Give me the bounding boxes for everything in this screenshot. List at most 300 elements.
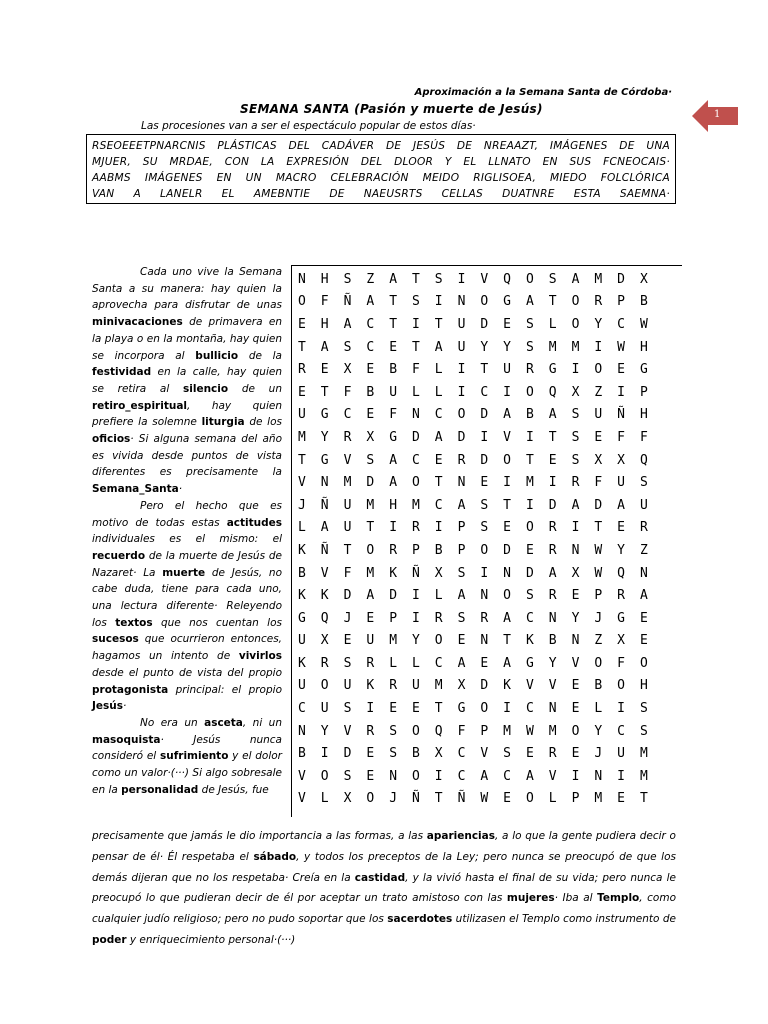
grid-letter[interactable]: N [389,768,398,784]
grid-letter[interactable]: E [457,633,466,649]
grid-letter[interactable]: S [343,339,352,355]
grid-letter[interactable]: S [639,723,648,739]
grid-letter[interactable]: O [639,655,648,671]
grid-letter[interactable]: B [366,384,375,400]
grid-letter[interactable]: E [411,701,420,717]
grid-letter[interactable]: U [457,316,466,332]
grid-letter[interactable]: H [389,497,398,513]
grid-letter[interactable]: A [389,475,398,491]
grid-letter[interactable]: L [548,316,557,332]
grid-letter[interactable]: X [434,565,443,581]
grid-letter[interactable]: R [548,746,557,762]
grid-letter[interactable]: Q [639,452,648,468]
grid-letter[interactable]: U [298,633,306,649]
grid-letter[interactable]: O [457,407,466,423]
grid-letter[interactable]: Ñ [411,791,420,807]
grid-letter[interactable]: G [457,701,466,717]
grid-letter[interactable]: U [389,384,398,400]
grid-letter[interactable]: E [548,452,557,468]
grid-letter[interactable]: K [298,542,306,558]
grid-letter[interactable]: Z [639,542,648,558]
grid-letter[interactable]: I [411,316,420,332]
grid-letter[interactable]: M [639,746,648,762]
grid-letter[interactable]: I [525,429,534,445]
grid-letter[interactable]: D [343,746,352,762]
grid-letter[interactable]: Y [594,723,603,739]
grid-letter[interactable]: D [480,452,489,468]
grid-letter[interactable]: D [480,316,489,332]
grid-letter[interactable]: D [594,497,603,513]
grid-letter[interactable]: B [298,746,306,762]
grid-letter[interactable]: E [617,362,625,378]
grid-letter[interactable]: P [571,791,580,807]
grid-letter[interactable]: T [503,633,511,649]
grid-letter[interactable]: T [434,475,443,491]
grid-letter[interactable]: P [594,588,603,604]
grid-letter[interactable]: F [389,407,398,423]
grid-letter[interactable]: Z [594,384,603,400]
grid-letter[interactable]: O [480,542,489,558]
grid-letter[interactable]: O [480,294,489,310]
grid-letter[interactable]: I [617,768,625,784]
grid-letter[interactable]: B [639,294,648,310]
grid-letter[interactable]: I [617,701,625,717]
grid-letter[interactable]: C [434,497,443,513]
grid-letter[interactable]: O [525,520,534,536]
grid-letter[interactable]: N [548,701,557,717]
grid-letter[interactable]: Y [480,339,489,355]
grid-letter[interactable]: U [503,362,511,378]
grid-letter[interactable]: F [343,565,352,581]
grid-letter[interactable]: U [594,407,603,423]
grid-letter[interactable]: A [503,407,511,423]
grid-letter[interactable]: M [366,497,375,513]
grid-letter[interactable]: R [548,520,557,536]
grid-letter[interactable]: I [571,362,580,378]
grid-letter[interactable]: D [343,588,352,604]
grid-letter[interactable]: T [389,294,398,310]
grid-letter[interactable]: E [298,384,306,400]
grid-letter[interactable]: S [411,294,420,310]
grid-letter[interactable]: S [389,746,398,762]
grid-letter[interactable]: E [617,791,625,807]
grid-letter[interactable]: C [366,339,375,355]
grid-letter[interactable]: C [366,316,375,332]
grid-letter[interactable]: E [571,701,580,717]
grid-letter[interactable]: X [571,565,580,581]
grid-letter[interactable]: C [617,316,625,332]
grid-letter[interactable]: H [639,407,648,423]
grid-letter[interactable]: S [571,429,580,445]
grid-letter[interactable]: A [389,452,398,468]
grid-letter[interactable]: O [366,542,375,558]
grid-letter[interactable]: L [320,791,329,807]
grid-letter[interactable]: N [411,407,420,423]
grid-letter[interactable]: F [617,429,625,445]
grid-letter[interactable]: D [617,271,625,287]
grid-letter[interactable]: S [457,610,466,626]
grid-letter[interactable]: J [298,497,306,513]
grid-letter[interactable]: H [639,339,648,355]
grid-letter[interactable]: O [503,452,511,468]
grid-letter[interactable]: Y [503,339,511,355]
grid-letter[interactable]: U [366,633,375,649]
grid-letter[interactable]: P [457,520,466,536]
grid-letter[interactable]: P [389,610,398,626]
grid-letter[interactable]: I [617,384,625,400]
grid-letter[interactable]: A [548,565,557,581]
grid-letter[interactable]: G [525,655,534,671]
grid-letter[interactable]: H [639,678,648,694]
grid-letter[interactable]: U [320,701,329,717]
grid-letter[interactable]: A [320,339,329,355]
grid-letter[interactable]: R [389,542,398,558]
grid-letter[interactable]: B [389,362,398,378]
grid-letter[interactable]: O [594,655,603,671]
grid-letter[interactable]: L [594,701,603,717]
grid-letter[interactable]: I [366,701,375,717]
grid-letter[interactable]: A [457,655,466,671]
grid-letter[interactable]: Q [548,384,557,400]
grid-letter[interactable]: R [548,542,557,558]
grid-letter[interactable]: S [343,701,352,717]
grid-letter[interactable]: E [366,362,375,378]
grid-letter[interactable]: W [525,723,534,739]
grid-letter[interactable]: A [639,588,648,604]
grid-letter[interactable]: T [298,339,306,355]
grid-letter[interactable]: P [617,294,625,310]
grid-letter[interactable]: S [343,271,352,287]
grid-letter[interactable]: L [298,520,306,536]
grid-letter[interactable]: B [548,633,557,649]
grid-letter[interactable]: N [298,723,306,739]
grid-letter[interactable]: R [389,678,398,694]
grid-letter[interactable]: Ñ [320,497,329,513]
grid-letter[interactable]: S [389,723,398,739]
grid-letter[interactable]: W [639,316,648,332]
grid-letter[interactable]: T [434,316,443,332]
grid-letter[interactable]: I [434,520,443,536]
grid-letter[interactable]: S [571,452,580,468]
grid-letter[interactable]: A [457,497,466,513]
grid-letter[interactable]: D [411,429,420,445]
grid-letter[interactable]: L [434,362,443,378]
grid-letter[interactable]: J [343,610,352,626]
grid-letter[interactable]: S [525,339,534,355]
grid-letter[interactable]: X [617,633,625,649]
grid-letter[interactable]: E [617,520,625,536]
grid-letter[interactable]: V [343,723,352,739]
grid-letter[interactable]: N [571,542,580,558]
grid-letter[interactable]: A [320,520,329,536]
grid-letter[interactable]: Q [434,723,443,739]
grid-letter[interactable]: Y [548,655,557,671]
grid-letter[interactable]: X [617,452,625,468]
grid-letter[interactable]: S [480,520,489,536]
grid-letter[interactable]: Z [366,271,375,287]
grid-letter[interactable]: T [411,339,420,355]
grid-letter[interactable]: X [343,791,352,807]
grid-letter[interactable]: U [639,497,648,513]
grid-letter[interactable]: O [366,791,375,807]
grid-letter[interactable]: I [411,588,420,604]
grid-letter[interactable]: U [457,339,466,355]
grid-letter[interactable]: I [571,768,580,784]
grid-letter[interactable]: K [366,678,375,694]
grid-letter[interactable]: J [594,610,603,626]
grid-letter[interactable]: I [457,271,466,287]
grid-letter[interactable]: P [457,542,466,558]
grid-letter[interactable]: B [298,565,306,581]
grid-letter[interactable]: L [411,655,420,671]
grid-letter[interactable]: G [320,452,329,468]
grid-letter[interactable]: E [571,746,580,762]
grid-letter[interactable]: K [298,655,306,671]
grid-letter[interactable]: E [366,746,375,762]
grid-letter[interactable]: A [525,294,534,310]
grid-letter[interactable]: U [617,746,625,762]
grid-letter[interactable]: R [298,362,306,378]
grid-letter[interactable]: K [503,678,511,694]
grid-letter[interactable]: A [548,407,557,423]
grid-letter[interactable]: W [480,791,489,807]
grid-letter[interactable]: S [525,316,534,332]
grid-letter[interactable]: F [411,362,420,378]
grid-letter[interactable]: O [434,633,443,649]
grid-letter[interactable]: Ñ [617,407,625,423]
grid-letter[interactable]: E [434,452,443,468]
grid-letter[interactable]: A [480,768,489,784]
grid-letter[interactable]: X [594,452,603,468]
grid-letter[interactable]: X [320,633,329,649]
grid-letter[interactable]: N [457,475,466,491]
grid-letter[interactable]: U [343,520,352,536]
grid-letter[interactable]: K [389,565,398,581]
grid-letter[interactable]: S [571,407,580,423]
grid-letter[interactable]: H [320,271,329,287]
grid-letter[interactable]: S [639,475,648,491]
grid-letter[interactable]: O [525,271,534,287]
grid-letter[interactable]: A [571,271,580,287]
grid-letter[interactable]: V [480,271,489,287]
grid-letter[interactable]: R [617,588,625,604]
grid-letter[interactable]: O [320,678,329,694]
grid-letter[interactable]: Ñ [411,565,420,581]
grid-letter[interactable]: N [639,565,648,581]
grid-letter[interactable]: T [343,542,352,558]
grid-letter[interactable]: M [389,633,398,649]
grid-letter[interactable]: C [298,701,306,717]
grid-letter[interactable]: C [503,768,511,784]
grid-letter[interactable]: C [411,452,420,468]
grid-letter[interactable]: S [548,271,557,287]
grid-letter[interactable]: E [571,588,580,604]
grid-letter[interactable]: B [434,542,443,558]
grid-letter[interactable]: C [457,746,466,762]
grid-letter[interactable]: R [457,452,466,468]
grid-letter[interactable]: A [434,429,443,445]
grid-letter[interactable]: L [548,791,557,807]
grid-letter[interactable]: S [343,768,352,784]
grid-letter[interactable]: D [548,497,557,513]
grid-letter[interactable]: L [411,384,420,400]
grid-letter[interactable]: V [298,791,306,807]
grid-letter[interactable]: V [503,429,511,445]
grid-letter[interactable]: S [525,588,534,604]
grid-letter[interactable]: U [343,497,352,513]
grid-letter[interactable]: A [366,294,375,310]
grid-letter[interactable]: T [434,701,443,717]
grid-letter[interactable]: E [480,475,489,491]
grid-letter[interactable]: H [320,316,329,332]
grid-letter[interactable]: X [639,271,648,287]
grid-letter[interactable]: S [366,452,375,468]
grid-letter[interactable]: R [343,429,352,445]
grid-letter[interactable]: M [639,768,648,784]
grid-letter[interactable]: D [389,588,398,604]
grid-letter[interactable]: F [594,475,603,491]
grid-letter[interactable]: X [457,678,466,694]
grid-letter[interactable]: J [594,746,603,762]
grid-letter[interactable]: M [343,475,352,491]
grid-letter[interactable]: Q [320,610,329,626]
grid-letter[interactable]: S [480,497,489,513]
grid-letter[interactable]: K [525,633,534,649]
grid-letter[interactable]: T [639,791,648,807]
grid-letter[interactable]: T [548,429,557,445]
grid-letter[interactable]: R [320,655,329,671]
grid-letter[interactable]: T [525,452,534,468]
grid-letter[interactable]: S [457,565,466,581]
grid-letter[interactable]: U [298,407,306,423]
grid-letter[interactable]: V [571,655,580,671]
grid-letter[interactable]: S [639,701,648,717]
grid-letter[interactable]: O [594,362,603,378]
grid-letter[interactable]: R [525,362,534,378]
grid-letter[interactable]: L [434,384,443,400]
grid-letter[interactable]: A [434,339,443,355]
grid-letter[interactable]: X [366,429,375,445]
grid-letter[interactable]: I [525,497,534,513]
grid-letter[interactable]: W [617,339,625,355]
grid-letter[interactable]: G [639,362,648,378]
grid-letter[interactable]: Y [571,610,580,626]
grid-letter[interactable]: Z [594,633,603,649]
grid-letter[interactable]: E [503,791,511,807]
grid-letter[interactable]: M [548,723,557,739]
grid-letter[interactable]: C [617,723,625,739]
grid-letter[interactable]: I [434,294,443,310]
grid-letter[interactable]: T [389,316,398,332]
grid-letter[interactable]: T [434,791,443,807]
grid-letter[interactable]: C [343,407,352,423]
grid-letter[interactable]: M [366,565,375,581]
grid-letter[interactable]: O [298,294,306,310]
grid-letter[interactable]: A [617,497,625,513]
grid-letter[interactable]: V [480,746,489,762]
grid-letter[interactable]: Y [617,542,625,558]
grid-letter[interactable]: O [503,588,511,604]
grid-letter[interactable]: V [548,678,557,694]
grid-letter[interactable]: D [525,565,534,581]
grid-letter[interactable]: M [594,271,603,287]
grid-letter[interactable]: I [320,746,329,762]
grid-letter[interactable]: D [366,475,375,491]
grid-letter[interactable]: V [343,452,352,468]
grid-letter[interactable]: I [594,339,603,355]
grid-letter[interactable]: I [548,475,557,491]
grid-letter[interactable]: E [639,610,648,626]
grid-letter[interactable]: V [320,565,329,581]
grid-letter[interactable]: I [503,701,511,717]
grid-letter[interactable]: W [594,542,603,558]
grid-letter[interactable]: E [639,633,648,649]
grid-letter[interactable]: I [480,429,489,445]
grid-letter[interactable]: B [594,678,603,694]
grid-letter[interactable]: R [639,520,648,536]
grid-letter[interactable]: I [457,384,466,400]
grid-letter[interactable]: N [480,588,489,604]
grid-letter[interactable]: O [525,384,534,400]
grid-letter[interactable]: V [548,768,557,784]
grid-letter[interactable]: O [571,723,580,739]
grid-letter[interactable]: E [480,655,489,671]
grid-letter[interactable]: I [503,475,511,491]
grid-letter[interactable]: E [320,362,329,378]
grid-letter[interactable]: U [617,475,625,491]
grid-letter[interactable]: V [298,475,306,491]
grid-letter[interactable]: O [411,475,420,491]
grid-letter[interactable]: E [366,610,375,626]
grid-letter[interactable]: P [411,542,420,558]
grid-letter[interactable]: Y [594,316,603,332]
grid-letter[interactable]: O [480,701,489,717]
grid-letter[interactable]: Y [411,633,420,649]
grid-letter[interactable]: Q [503,271,511,287]
grid-letter[interactable]: E [366,768,375,784]
grid-letter[interactable]: U [343,678,352,694]
grid-letter[interactable]: O [617,678,625,694]
grid-letter[interactable]: N [594,768,603,784]
grid-letter[interactable]: B [525,407,534,423]
grid-letter[interactable]: I [434,768,443,784]
grid-letter[interactable]: E [594,429,603,445]
grid-letter[interactable]: U [298,678,306,694]
grid-letter[interactable]: D [457,429,466,445]
grid-letter[interactable]: C [457,768,466,784]
grid-letter[interactable]: P [480,723,489,739]
grid-letter[interactable]: E [571,678,580,694]
grid-letter[interactable]: A [503,655,511,671]
grid-letter[interactable]: N [548,610,557,626]
grid-letter[interactable]: G [298,610,306,626]
grid-letter[interactable]: R [434,610,443,626]
grid-letter[interactable]: C [525,610,534,626]
grid-letter[interactable]: M [434,678,443,694]
grid-letter[interactable]: X [571,384,580,400]
grid-letter[interactable]: M [594,791,603,807]
grid-letter[interactable]: T [594,520,603,536]
grid-letter[interactable]: D [480,678,489,694]
grid-letter[interactable]: S [503,746,511,762]
grid-letter[interactable]: E [503,316,511,332]
grid-letter[interactable]: F [320,294,329,310]
grid-letter[interactable]: O [411,768,420,784]
grid-letter[interactable]: E [389,701,398,717]
grid-letter[interactable]: T [320,384,329,400]
grid-letter[interactable]: N [320,475,329,491]
grid-letter[interactable]: O [320,768,329,784]
